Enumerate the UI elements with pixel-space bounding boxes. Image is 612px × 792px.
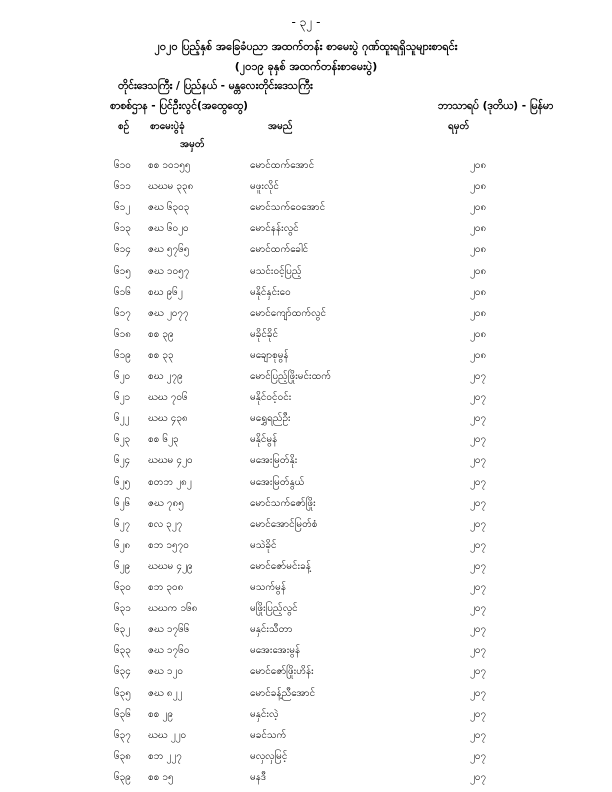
document-subtitle: (၂၀၁၉ ခုနှစ် အထက်တန်းစာမေးပွဲ) (234, 60, 378, 73)
serial-cell: ၆၃၉ (114, 771, 131, 783)
serial-cell: ၆၁၉ (114, 349, 131, 361)
marks-cell: ၂၀၇ (470, 687, 487, 699)
table-row (0, 707, 612, 725)
marks-cell: ၂၀၇ (470, 518, 487, 530)
marks-cell: ၂၀၈ (470, 181, 487, 193)
table-row (0, 475, 612, 493)
serial-cell: ၆၁၆ (114, 286, 131, 298)
roll-cell: ဇဃ ၇၈၅ (148, 497, 184, 509)
marks-cell: ၂၀၇ (470, 729, 487, 741)
serial-cell: ၆၃၅ (114, 687, 131, 699)
name-cell: မနှင်းလဲ့ (250, 708, 279, 720)
table-row (0, 559, 612, 577)
marks-cell: ၂၀၇ (470, 560, 487, 572)
header-roll-line2: အမှတ် (180, 139, 205, 150)
serial-cell: ၆၁၇ (114, 307, 131, 319)
roll-cell: စဘ ၁၅၇၀ (148, 539, 189, 551)
name-cell: မောင်ထက်အောင် (250, 160, 315, 171)
name-cell: မဖူးလိုင် (250, 181, 279, 193)
roll-cell: စစ ၂၉ (148, 708, 173, 720)
roll-cell: စစ ၁၅ (148, 771, 174, 783)
header-name: အမည် (268, 121, 293, 132)
marks-cell: ၂၀၈ (470, 307, 487, 319)
table-row (0, 179, 612, 197)
name-cell: မောင်သက်ဇော်ဖြိုး (250, 497, 316, 509)
table-row (0, 496, 612, 514)
roll-cell: ဇဃ ၁၀၅၇ (148, 265, 190, 277)
table-row (0, 453, 612, 471)
table-row (0, 770, 612, 788)
serial-cell: ၆၃၄ (114, 666, 131, 678)
name-cell: မလှလှမြင့် (250, 750, 288, 762)
serial-cell: ၆၁၂ (114, 202, 131, 214)
serial-cell: ၆၁၃ (114, 223, 131, 235)
name-cell: မအေးမြတ်နွယ် (250, 476, 305, 488)
serial-cell: ၆၁၈ (114, 328, 131, 340)
serial-cell: ၆၁၁ (114, 181, 131, 193)
roll-cell: ဇဃ ၁၇၆၆ (148, 624, 190, 636)
exam-center-label: စာစစ်ဌာန - ပြင်ဦးလွင်(အထွေထွေ) (110, 100, 248, 112)
table-row (0, 643, 612, 661)
marks-cell: ၂၀၇ (470, 708, 487, 720)
roll-cell: ဃဃမ ၃၃၈ (148, 181, 194, 193)
marks-cell: ၂၀၇ (470, 371, 487, 382)
table-row (0, 306, 612, 324)
serial-cell: ၆၂၁ (114, 392, 131, 404)
table-row (0, 580, 612, 598)
serial-cell: ၆၃၆ (114, 708, 131, 720)
table-row (0, 285, 612, 303)
roll-cell: ဃဃ ၄၃၈ (148, 413, 188, 425)
marks-cell: ၂၀၇ (470, 582, 487, 593)
roll-cell: ဇဃ ၆၃၀၃ (148, 202, 190, 214)
serial-cell: ၆၃၃ (114, 645, 131, 657)
serial-cell: ၆၃၈ (114, 750, 131, 762)
marks-cell: ၂၀၈ (470, 286, 487, 298)
name-cell: မောင်ဇော်မင်းခန့် (250, 560, 311, 572)
marks-cell: ၂၀၈ (470, 328, 487, 340)
roll-cell: ဃဃမ ၄၂၉ (148, 560, 193, 572)
marks-cell: ၂၀၇ (470, 645, 487, 657)
name-cell: မောင်ထက်ခေါင် (250, 244, 309, 256)
serial-cell: ၆၁၅ (114, 265, 131, 277)
marks-cell: ၂၀၇ (470, 497, 487, 509)
serial-cell: ၆၃၁ (114, 603, 131, 615)
name-cell: မောင်နန်းလွင် (250, 223, 299, 235)
serial-cell: ၆၂၅ (114, 476, 131, 488)
header-serial: စဉ် (118, 121, 130, 132)
name-cell: မရွှေရည်ဦး (250, 413, 291, 425)
table-row (0, 264, 612, 282)
table-row (0, 327, 612, 345)
serial-cell: ၆၃၂ (114, 624, 131, 636)
serial-cell: ၆၃၀ (114, 582, 131, 593)
roll-cell: ဃဃမ ၄၂၀ (148, 455, 193, 467)
table-row (0, 158, 612, 176)
roll-cell: ဇဃ ၁၇၆၀ (148, 645, 190, 657)
name-cell: မအေးမြတ်နိုး (250, 455, 298, 467)
document-title: ၂၀၂၀ ပြည့်နှစ် အခြေခံပညာ အထက်တန်း စာမေးပွဲ ဂုဏ်ထူးရရှိသူများစာရင်း (154, 40, 458, 53)
serial-cell: ၆၃၇ (114, 729, 131, 741)
table-row (0, 728, 612, 746)
serial-cell: ၆၂၆ (114, 497, 131, 509)
roll-cell: စစ ၃၉ (148, 328, 174, 340)
serial-cell: ၆၁၄ (114, 244, 131, 256)
roll-cell: စဘ ၃၀၈ (148, 582, 184, 593)
page-number: - ၃၂ - (291, 15, 321, 29)
marks-cell: ၂၀၇ (470, 539, 487, 551)
marks-cell: ၂၀၈ (470, 202, 487, 214)
table-row (0, 517, 612, 535)
marks-cell: ၂၀၇ (470, 392, 487, 404)
marks-cell: ၂၀၇ (470, 413, 487, 425)
marks-cell: ၂၀၇ (470, 476, 487, 488)
name-cell: မသင်းဝင့်ပြည့် (250, 265, 302, 277)
name-cell: မနိုင်မွန် (250, 434, 278, 446)
grade-label: ဘာသာရပ် (ဒုတိယ) - မြန်မာ (438, 100, 554, 112)
name-cell: မခိုင်ခိုင် (250, 328, 279, 340)
name-cell: မနိုင်နှင်းဝေ (250, 286, 291, 298)
table-row (0, 200, 612, 218)
marks-cell: ၂၀၇ (470, 624, 487, 636)
roll-cell: ဃဃက ၁၆၈ (148, 603, 198, 615)
name-cell: မောင်သက်ဝေအောင် (250, 202, 326, 214)
table-row (0, 538, 612, 556)
name-cell: မောင်ဇော်ဖြိုးဟိန်း (250, 666, 314, 678)
serial-cell: ၆၂၂ (114, 413, 130, 425)
marks-cell: ၂၀၇ (470, 603, 487, 615)
marks-cell: ၂၀၇ (470, 666, 487, 678)
name-cell: မခင်သက် (250, 729, 287, 741)
name-cell: မအေးအေးမွန် (250, 645, 301, 657)
name-cell: မနှင်းသီတာ (250, 624, 293, 636)
serial-cell: ၆၂၃ (114, 434, 131, 446)
marks-cell: ၂၀၇ (470, 750, 487, 762)
roll-cell: စဃ ၉၆၂ (148, 286, 183, 298)
marks-cell: ၂၀၈ (470, 349, 487, 361)
region-label: တိုင်းဒေသကြီး / ပြည်နယ် - မန္တလေးတိုင်းဒေသကြီး (118, 80, 313, 92)
roll-cell: ဇဃ ၈၂၂ (148, 687, 183, 699)
serial-cell: ၆၂၈ (114, 539, 131, 551)
marks-cell: ၂၀၇ (470, 455, 487, 467)
name-cell: မနဒီ (250, 771, 267, 783)
table-row (0, 622, 612, 640)
marks-cell: ၂၀၈ (470, 265, 487, 277)
roll-cell: စတဘ ၂၈၂ (148, 476, 192, 488)
roll-cell: ဇဃ ၆၀၂၀ (148, 223, 189, 235)
header-roll: စာမေးပွဲခုံ (150, 121, 185, 132)
serial-cell: ၆၂၀ (114, 371, 131, 382)
name-cell: မောင်ကျော်ထက်လွင် (250, 307, 327, 319)
serial-cell: ၆၂၉ (114, 560, 131, 572)
table-row (0, 242, 612, 260)
serial-cell: ၆၂၄ (114, 455, 131, 467)
name-cell: မောင်ပြည့်ဖြိုးမင်းထက် (250, 371, 332, 382)
name-cell: မဖြိုးပြည့်လွင် (250, 603, 298, 615)
roll-cell: စဃ ၂၇၉ (148, 371, 183, 382)
marks-cell: ၂၀၈ (470, 223, 487, 235)
serial-cell: ၆၂၇ (114, 518, 131, 530)
name-cell: မောင်အောင်မြတ်စံ (250, 518, 318, 530)
roll-cell: စလ ၃၂၇ (148, 518, 183, 530)
name-cell: မသဲခိုင် (250, 539, 277, 551)
roll-cell: ဇဃ ၂၀၇၇ (148, 307, 189, 319)
table-row (0, 369, 612, 387)
table-row (0, 749, 612, 767)
roll-cell: စစ ၃၃ (148, 349, 174, 361)
table-row (0, 411, 612, 429)
header-marks: ရမှတ် (448, 121, 470, 132)
marks-cell: ၂၀၇ (470, 434, 487, 446)
roll-cell: ဇဃ ၁၂၀ (148, 666, 184, 678)
roll-cell: ဃဃ ၇၀၆ (148, 392, 188, 404)
roll-cell: ဃဃ ၂၂၀ (148, 729, 187, 741)
name-cell: မနိုင်ဝင့်ဝင်း (250, 392, 292, 404)
table-row (0, 390, 612, 408)
marks-cell: ၂၀၇ (470, 771, 487, 783)
serial-cell: ၆၁၀ (114, 160, 131, 171)
table-row (0, 686, 612, 704)
table-row (0, 432, 612, 450)
marks-cell: ၂၀၈ (470, 160, 487, 171)
table-row (0, 348, 612, 366)
marks-cell: ၂၀၈ (470, 244, 487, 256)
roll-cell: စစ ၁၀၁၅၅ (148, 160, 191, 171)
name-cell: မချောစုမွန် (250, 349, 289, 361)
roll-cell: ဇဃ ၅၇၆၅ (148, 244, 190, 256)
table-row (0, 221, 612, 239)
roll-cell: စဘ ၂၂၇ (148, 750, 182, 762)
table-row (0, 601, 612, 619)
table-row (0, 664, 612, 682)
name-cell: မသက်မွန် (250, 582, 287, 593)
name-cell: မောင်ခန့်ညီအောင် (250, 687, 316, 699)
roll-cell: စစ ၆၂၃ (148, 434, 179, 446)
